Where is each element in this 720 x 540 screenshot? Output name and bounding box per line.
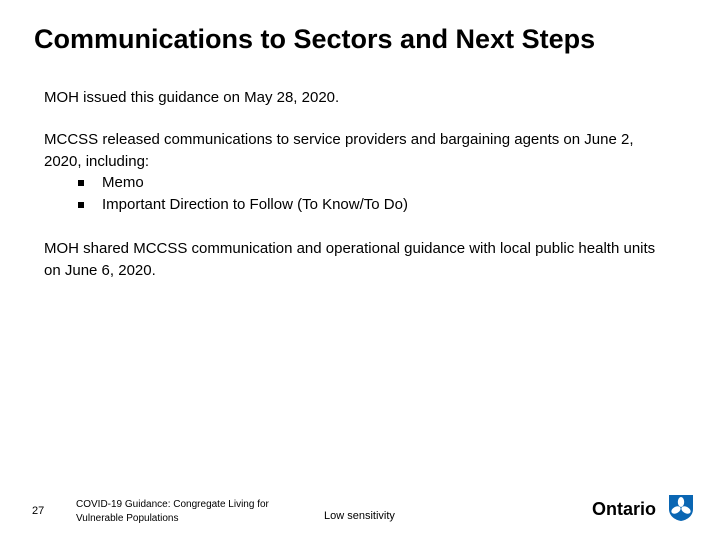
- logo-wordmark: Ontario: [592, 499, 657, 519]
- paragraph-guidance-issued: MOH issued this guidance on May 28, 2020.: [44, 89, 340, 106]
- footer-document-title: COVID-19 Guidance: Congregate Living for Vulnerable Populations: [76, 499, 269, 524]
- square-bullet-icon: [78, 202, 84, 208]
- bullet-item-memo: [78, 172, 408, 194]
- page-number: 27: [32, 505, 45, 517]
- communications-bullet-list: [78, 172, 408, 216]
- bullet-text: Memo: [102, 174, 144, 191]
- sensitivity-label: Low sensitivity: [324, 510, 395, 522]
- ontario-logo: [590, 494, 696, 524]
- bullet-item-important-direction: [78, 194, 408, 216]
- square-bullet-icon: [78, 180, 84, 186]
- paragraph-public-health-units: MOH shared MCCSS communication and operational guidance with local public health units on June 6, 2020.: [44, 240, 656, 279]
- bullet-text: Important Direction to Follow (To Know/To Do): [102, 196, 408, 213]
- slide-title: Communications to Sectors and Next Steps: [34, 24, 596, 54]
- trillium-icon: [668, 494, 694, 522]
- paragraph-mccss-communications: MCCSS released communications to service providers and bargaining agents on June 2, 2020, including:: [44, 131, 634, 170]
